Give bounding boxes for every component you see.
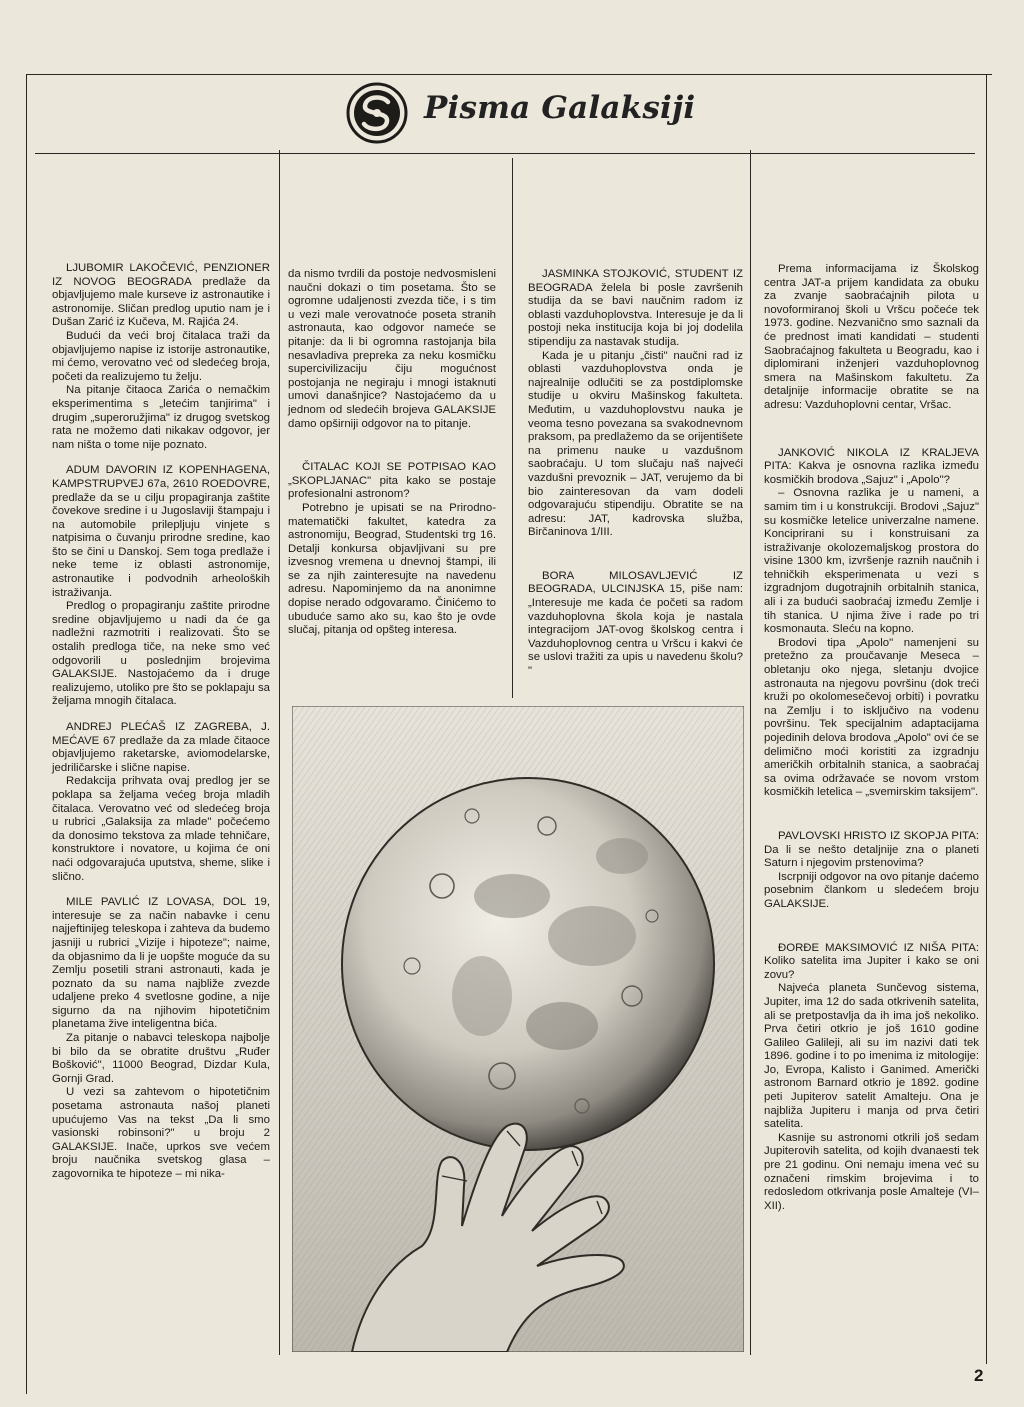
- letter-text: JANKOVIĆ NIKOLA IZ KRALJEVA PITA: Kakva je osnovna razlika između kosmičkih brodova „Sajuz" i „Apolo"?: [764, 446, 979, 486]
- reply-text: da nismo tvrdili da postoje nedvosmisleni naučni dokazi o tim posetama. Što se ogromne udaljenosti zvezda tiče, i s tim u vezi male verovatnoće poseta stranih astronauta, kao odgovor nameće se pitanje: da li bi ogromna rastojanja bila nesavladiva prepreka za neku kosmičku supercivilizaciju čiju mogućnost postojanja ne negiraju i mnogi istaknuti umovi današnjice? Nastojaćemo da u jednom od sledećih brojeva GALAKSIJE damo opširniji odgovor na to pitanje.: [288, 268, 496, 430]
- right-border-rule: [986, 74, 987, 1364]
- reply-text: Iscrpniji odgovor na ovo pitanje dаćemo posebnim člankom u sledećem broju GALAKSIJE.: [764, 870, 979, 910]
- left-border-rule: [26, 74, 27, 1394]
- reply-text: Kasnije su astronomi otkrili još sedam Jupiterovih satelita, od kojih dvanaesti tek pre 21 godinu. Oni nemaju imena već su označeni rimskim brojevima i to redosledom otkrivanja posle Amalteje (VI–XII).: [764, 1131, 979, 1212]
- column-3: [528, 268, 743, 679]
- reply-text: Kada je u pitanju „čisti" naučni rad iz oblasti vazduhoplovstva onda je najrealnije odlučiti se za postdiplomske studije u okviru Mašinskog fakulteta. Međutim, u vazduhoplovstvu nauka je veoma tesno povezana sa svakodnevnom praksom, pa predlažemo da se orijentišete na primenu nauke u vazdušnom saobraćaju. U tom slučaju naš najveći vazdušni prevoznik – JAT, verujemo da bi bio zainteresovan da vam dodeli odgovarajuću stipendiju. Obratite se na adresu: JAT, kadrovska služba, Birčaninova 1/III.: [528, 349, 743, 539]
- reply-text: Za pitanje o nabavci teleskopa najbolje bi bilo da se obratite društvu „Ruđer Bošković", 11000 Beograd, Dizdar Kula, Gornji Grad.: [52, 1032, 270, 1085]
- column-2: [288, 268, 496, 638]
- column-4: [764, 263, 979, 1213]
- reply-text: Na pitanje čitaoca Zarića o nemačkim eksperimentima s „letećim tanjirima" i drugim „superoružjima" iz drugog svetskog rata ne možemo dati nikakav odgovor, jer nam ništa o tome nije poznato.: [52, 384, 270, 451]
- column-1: [52, 262, 270, 1182]
- letter-text: JASMINKA STOJKOVIĆ, STUDENT IZ BEOGRADA želela bi posle završenih studija da se bavi naučnim radom iz oblasti vazduhoplovstva. Interesuje je da li postoji neka institucija koja bi joj dodelila stipendiju za nastavak studija.: [528, 268, 743, 348]
- reply-text: Najveća planeta Sunčevog sistema, Jupiter, ima 12 do sada otkrivenih satelita, ali se pretpostavlja da ih ima još nekoliko. Prva četiri otkrio je još 1610 godine Galileo Galileji, ali su im nazivi dati tek 1896. godine i to po imenima iz mitologije: Jo, Evropa, Kalisto i Ganimed. Američki astronom Barnard otkrio je 1892. godine peti Jupiterov satelit Amalteju. Ona je najbliža Jupiteru i manja od prva četiri satelita.: [764, 982, 979, 1131]
- galaksija-logo-icon: [346, 82, 408, 144]
- letter-text: BORA MILOSAVLJEVIĆ IZ BEOGRADA, ULCINJSKA 15, piše nam: „Interesuje me kada će početi sa radom vazduhoplovna škola koja je nastala integracijom JAT-ovog školskog centra i Vazduhoplovnog centra u Vršcu i kakvi će se uslovi tražiti za upis u navedenu školu? ": [528, 569, 743, 678]
- page-number: 2: [974, 1366, 984, 1385]
- top-rule: [26, 74, 992, 75]
- letter-text: PAVLOVSKI HRISTO IZ SKOPJA PITA: Da li se nešto detaljnije zna o planeti Saturn i njegovim prstenovima?: [764, 829, 979, 870]
- header-bottom-rule: [35, 153, 975, 154]
- moon-hand-illustration: [292, 706, 744, 1352]
- reply-text: Brodovi tipa „Apolo" namenjeni su pretežno za proučavanje Meseca – obletanju oko njega, sletanju dvojice astronauta na njegovu površinu (dok treći kruži po okolomesečevoj orbiti) i povratku na Zemlju i to isključivo na vodenu površinu. Tek specijalnim adaptacijama pojedinih delova brodova „Apolo" ovi će se delimično moći koristiti za izgradnju američkih orbitalnih stanica, a saobraćaj sa ovima održavaće se novom vrstom kosmičkih letelica – „svemirskim taksijem".: [764, 636, 979, 799]
- letter-text: ADUM DAVORIN IZ KOPENHAGENA, KAMPSTRUPVEJ 67a, 2610 ROEDOVRE, predlaže da se u cilju propagiranja zaštite čovekove sredine i u Jugoslaviji štampaju i na automobile prilepljuju vinjete s natpisima o čuvanju prirodne sredine, kao što se čini u Danskoj. Sem toga predlaže i neke teme iz oblasti astronomije, astronautike i podvodnih arheoloških istraživanja.: [52, 464, 270, 599]
- letter-text: ĐORĐE MAKSIMOVIĆ IZ NIŠA PITA: Koliko satelita ima Jupiter i kako se oni zovu?: [764, 941, 979, 981]
- letter-text: MILE PAVLIĆ IZ LOVASA, DOL 19, interesuje se za način nabavke i cenu najjeftinijeg teleskopa i zahteva da budemo jasniji u rubrici „Vizije i hipoteze"; naime, da objasnimo da li je uopšte moguće da su Zemlju posetili strani astronauti, kada je poznato da su nama najbliže zvezde udaljene preko 4 svetlosne godine, a nije sigurno da na njihovim hipotetičnim planetama žive inteligentna bića.: [52, 896, 270, 1031]
- reply-text: Redakcija prihvata ovaj predlog jer se poklapa sa željama većeg broja mladih čitalaca. Verovatno već od sledećeg broja u rubrici „Galaksija za mlade" počećemo da donosimo tekstova za mlade tehničare, konstruktore i novatore, u kojima će oni naći odgovarajuća uputstva, sheme, slike i slično.: [52, 775, 270, 883]
- reply-text: Budući da veći broj čitalaca traži da objavljujemo napise iz istorije astronautike, mi ćemo, verovatno već od sledećeg broja, početi da realizujemo tu želju.: [52, 329, 270, 383]
- reply-text: – Osnovna razlika je u nameni, a samim tim i u konstrukciji. Brodovi „Sajuz" su kosmičke letelice univerzalne namene. Konciprirani su i konstruisani za istraživanje okolozemaljskog prostora do visine 1300 km, izvršenje raznih naučnih i tehničkih eksperimenata u vezi s izgradnjom dugotrajnih orbitalnih stanica, ali i za budući saobraćaj između Zemlje i tih stanica. U njima žive i rade po tri kosmonauta. Sleću na kopno.: [764, 487, 979, 636]
- reply-text: U vezi sa zahtevom o hipotetičnim posetama astronauta našoj planeti upućujemo Vas na tekst „Da li smo vasionski robinsoni?" u broju 2 GALAKSIJE. Inače, uprkos sve većem broju naučnika svetskog glasa – zagovornika te hipoteze – mi nika-: [52, 1086, 270, 1180]
- letter-text: ANDREJ PLEĆAŠ IZ ZAGREBA, J. MEĆAVE 67 predlaže da za mlade čitaoce objavljujemo raketarske, aviomodelarske, jedriličarske i slične napise.: [52, 721, 270, 774]
- column-divider-2: [512, 158, 513, 698]
- reply-text: Predlog o propagiranju zaštite prirodne sredine objavljujemo u nadi da će ga nadležni razmotriti i realizovati. Što se ostalih predloga tiče, na neke smo već odgovorili u poslednjim brojevima GALAKSIJE. Nastojaćemo da i druge realizujemo, utoliko pre što se poklapaju sa željama mnogih čitalaca.: [52, 600, 270, 708]
- letter-text: LJUBOMIR LAKOČEVIĆ, PENZIONER IZ NOVOG BEOGRADA predlaže da objavljujemo male kurseve iz astronautike i astronomije. Sličan predlog uputio nam je i Dušan Zarić iz Kučeva, M. Rajića 24.: [52, 262, 270, 329]
- page-title: Pisma Galaksiji: [424, 90, 696, 126]
- reply-text: Potrebno je upisati se na Prirodno-matematički fakultet, katedra za astronomiju, Beograd, Studentski trg 16. Detalji konkursa objavljivani su pre izvesnog vremena u dnevnoj štampi, ili se za njih zainteresujte na navedenu adresu. Napominjemo da na anonimne dopise nerado odgovaramo. Činićemo to ubuduće samo ako su, kao što je ovde slučaj, pitanja od opšteg interesa.: [288, 501, 496, 637]
- column-divider-3: [750, 150, 751, 1355]
- letter-text: ČITALAC KOJI SE POTPISAO KAO „SKOPLJANAC" pita kako se postaje profesionalni astronom?: [288, 461, 496, 501]
- reply-text: Prema informacijama iz Školskog centra JAT-a prijem kandidata za obuku za zvanje saobraćajnih pilota u novoformiranoj školi u Vršcu počeće tek 1973. godine. Nezvanično smo saznali da će prednost imati kandidati – studenti Saobraćajnog fakulteta u Beogradu, kao i diplomirani inženjeri vazduhoplovnog smera na Mašinskom fakultetu. Za detaljnije informacije obratite se na adresu: Vazduhoplovni centar, Vršac.: [764, 263, 979, 411]
- column-divider-1: [279, 150, 280, 1355]
- moon-icon: [342, 778, 714, 1150]
